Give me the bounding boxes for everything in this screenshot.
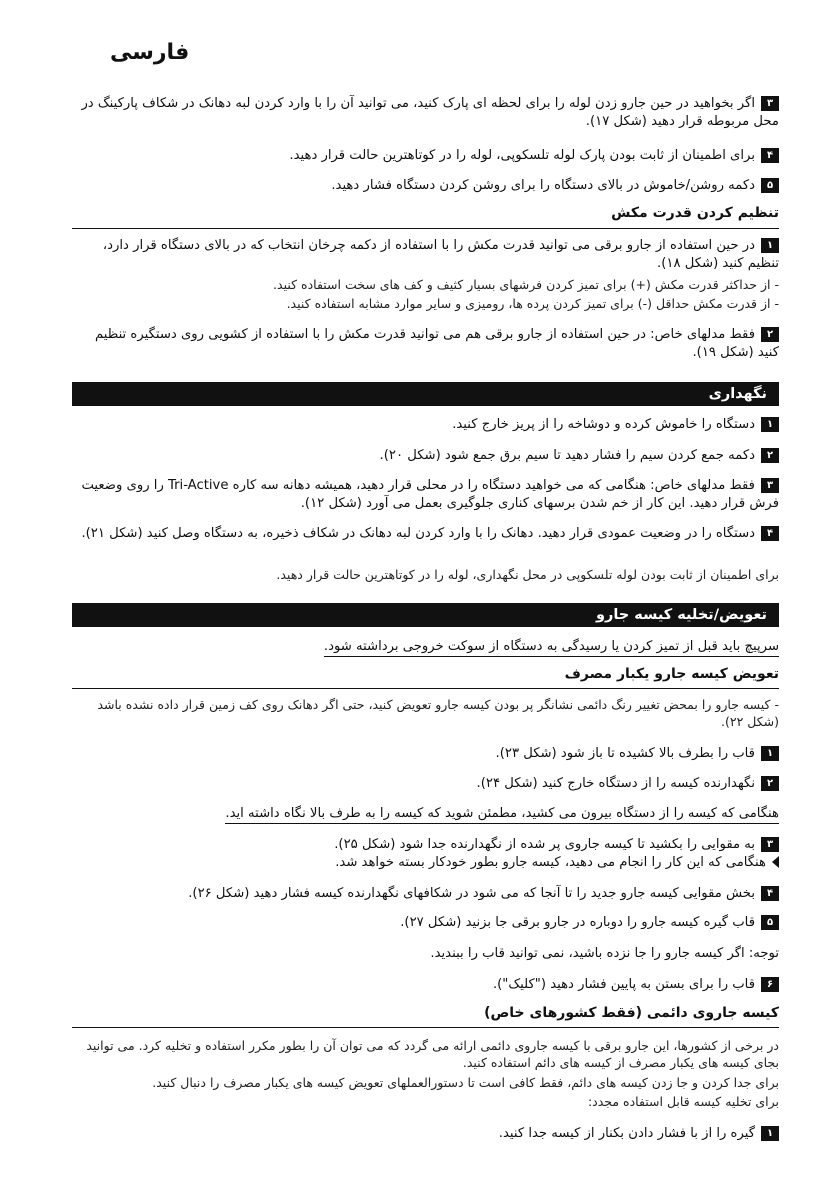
step-text: دکمه روشن/خاموش در بالای دستگاه را برای روشن کردن دستگاه فشار دهید. xyxy=(331,178,755,193)
step-number: ۲ xyxy=(761,448,779,463)
step-number: ۵ xyxy=(761,915,779,930)
divider xyxy=(72,688,779,689)
triangle-bullet-icon xyxy=(772,856,779,868)
step-number: ۲ xyxy=(761,327,779,342)
list-item xyxy=(79,177,779,195)
bullet-text: کیسه جارو را بمحض تغییر رنگ دائمی نشانگر پر بودن کیسه جارو تعویض کنید، حتی اگر دهانک روی کف زمین قرار داده نشده باشد (شکل ۲۲). xyxy=(97,697,779,729)
divider xyxy=(72,1027,779,1028)
step-text: دستگاه را در وضعیت عمودی قرار دهید. دهانک را با وارد کردن لبه دهانک در شکاف ذخیره، به دستگاه وصل کنید (شکل ۲۱). xyxy=(81,526,755,541)
page-title: فارسی xyxy=(110,40,190,65)
step-text: قاب را برای بستن به پایین فشار دهید ("کلیک"). xyxy=(492,977,755,992)
bullet-text: از حداکثر قدرت مکش (+) برای تمیز کردن فرشهای بسیار کثیف و کف های سخت استفاده کنید. xyxy=(273,277,771,292)
list-item xyxy=(79,447,779,465)
section-bar: تعویض/تخلیه کیسه جارو xyxy=(72,603,779,627)
step-number: ۲ xyxy=(761,776,779,791)
list-item xyxy=(79,416,779,434)
step-number: ۳ xyxy=(761,96,779,111)
step-text: قاب گیره کیسه جارو را دوباره در جارو برقی جا بزنید (شکل ۲۷). xyxy=(400,915,755,930)
step-text: در حین استفاده از جارو برقی می توانید قدرت مکش را با استفاده از دکمه چرخان انتخاب که در بالای دستگاه قرار دارد، تنظیم کنید (شکل ۱۸). xyxy=(102,238,779,271)
step-number: ۱ xyxy=(761,417,779,432)
list-item xyxy=(79,914,779,932)
step-text: دکمه جمع کردن سیم را فشار دهید تا سیم برق جمع شود (شکل ۲۰). xyxy=(379,448,755,463)
list-item xyxy=(79,95,779,131)
sub-note-text: هنگامی که این کار را انجام می دهید، کیسه جارو بطور خودکار بسته خواهد شد. xyxy=(335,855,766,870)
list-item xyxy=(79,885,779,903)
divider xyxy=(72,228,779,229)
paragraph: در برخی از کشورها، این جارو برقی با کیسه جاروی دائمی ارائه می گردد که می توان آن را بطور مکرر استفاده و تخلیه کرد. می توانید بجای کیسه های یکبار مصرف از کیسه های دائم استفاده کنید. xyxy=(86,1038,779,1070)
step-number: ۳ xyxy=(761,837,779,852)
paragraph: برای تخلیه کیسه قابل استفاده مجدد: xyxy=(587,1094,779,1109)
paragraph: برای جدا کردن و جا زدن کیسه های دائم، فقط کافی است تا دستورالعملهای تعویض کیسه های یکبار مصرف را دنبال کنید. xyxy=(152,1075,779,1090)
attention-text: توجه: اگر کیسه جارو را جا نزده باشید، نمی توانید قاب را ببندید. xyxy=(430,946,779,961)
step-number: ۱ xyxy=(761,238,779,253)
list-item xyxy=(79,326,779,362)
section-heading: تعویض کیسه جارو یکبار مصرف xyxy=(564,666,779,682)
list-item xyxy=(79,477,779,513)
bullet-item: - کیسه جارو را بمحض تغییر رنگ دائمی نشانگر پر بودن کیسه جارو تعویض کنید، حتی اگر دهانک روی کف زمین قرار داده نشده باشد (شکل ۲۲). xyxy=(97,697,779,729)
step-text: به مقوایی را بکشید تا کیسه جاروی پر شده از نگهدارنده جدا شود (شکل ۲۵). xyxy=(334,837,755,852)
step-number: ۳ xyxy=(761,478,779,493)
section-bar: نگهداری xyxy=(72,382,779,406)
step-number: ۱ xyxy=(761,746,779,761)
sub-note xyxy=(79,854,779,872)
step-text: دستگاه را خاموش کرده و دوشاخه را از پریز خارج کنید. xyxy=(452,417,755,432)
bullet-item: - از قدرت مکش حداقل (-) برای تمیز کردن پرده ها، رومیزی و سایر موارد مشابه استفاده کنید. xyxy=(286,296,779,311)
note-text: برای اطمینان از ثابت بودن لوله تلسکوپی در محل نگهداری، لوله را در کوتاهترین حالت قرار دهید. xyxy=(276,567,779,582)
step-number: ۶ xyxy=(761,977,779,992)
list-item xyxy=(79,976,779,994)
section-heading: کیسه جاروی دائمی (فقط کشورهای خاص) xyxy=(484,1005,779,1021)
step-text: قاب را بطرف بالا کشیده تا باز شود (شکل ۲۳). xyxy=(495,746,755,761)
step-number: ۱ xyxy=(761,1126,779,1141)
step-text: اگر بخواهید در حین جارو زدن لوله را برای لحظه ای پارک کنید، می توانید آن را با وارد کردن لبه دهانک در شکاف پارکینگ در محل مربوطه قرار دهید (شکل ۱۷). xyxy=(81,96,779,129)
warning-text: سرپیچ باید قبل از تمیز کردن یا رسیدگی به دستگاه از سوکت خروجی برداشته شود. xyxy=(324,638,779,657)
caution-text: هنگامی که کیسه را از دستگاه بیرون می کشید، مطمئن شوید که کیسه را به طرف بالا نگاه داشته اید. xyxy=(225,805,779,824)
bullet-item: - از حداکثر قدرت مکش (+) برای تمیز کردن فرشهای بسیار کثیف و کف های سخت استفاده کنید. xyxy=(273,277,779,292)
bullet-text: از قدرت مکش حداقل (-) برای تمیز کردن پرده ها، رومیزی و سایر موارد مشابه استفاده کنید. xyxy=(286,296,771,311)
step-text: فقط مدلهای خاص: در حین استفاده از جارو برقی هم می توانید قدرت مکش را با استفاده از کشویی روی دستگیره تنظیم کنید (شکل ۱۹). xyxy=(95,327,779,360)
step-text: گیره را از با فشار دادن بکنار از کیسه جدا کنید. xyxy=(498,1126,755,1141)
step-number: ۴ xyxy=(761,886,779,901)
section-heading: تنظیم کردن قدرت مکش xyxy=(611,205,779,221)
list-item xyxy=(79,775,779,793)
step-number: ۴ xyxy=(761,526,779,541)
list-item xyxy=(79,745,779,763)
step-number: ۴ xyxy=(761,148,779,163)
step-text: فقط مدلهای خاص: هنگامی که می خواهید دستگاه را در محلی قرار دهید، همیشه دهانه سه کاره Tri-Active را روی وضعیت فرش قرار دهید. این کار از خم شدن برسهای کناری جلوگیری بعمل می آورد (شکل ۱۲). xyxy=(81,478,779,511)
step-number: ۵ xyxy=(761,178,779,193)
list-item xyxy=(79,525,779,543)
list-item xyxy=(79,147,779,165)
list-item xyxy=(79,836,779,854)
step-text: نگهدارنده کیسه را از دستگاه خارج کنید (شکل ۲۴). xyxy=(476,776,755,791)
list-item xyxy=(79,237,779,273)
step-text: بخش مقوایی کیسه جارو جدید را تا آنجا که می شود در شکافهای نگهدارنده کیسه فشار دهید (شکل ۲۶). xyxy=(188,886,755,901)
step-text: برای اطمینان از ثابت بودن پارک لوله تلسکوپی، لوله را در کوتاهترین حالت قرار دهید. xyxy=(289,148,755,163)
list-item xyxy=(79,1125,779,1143)
